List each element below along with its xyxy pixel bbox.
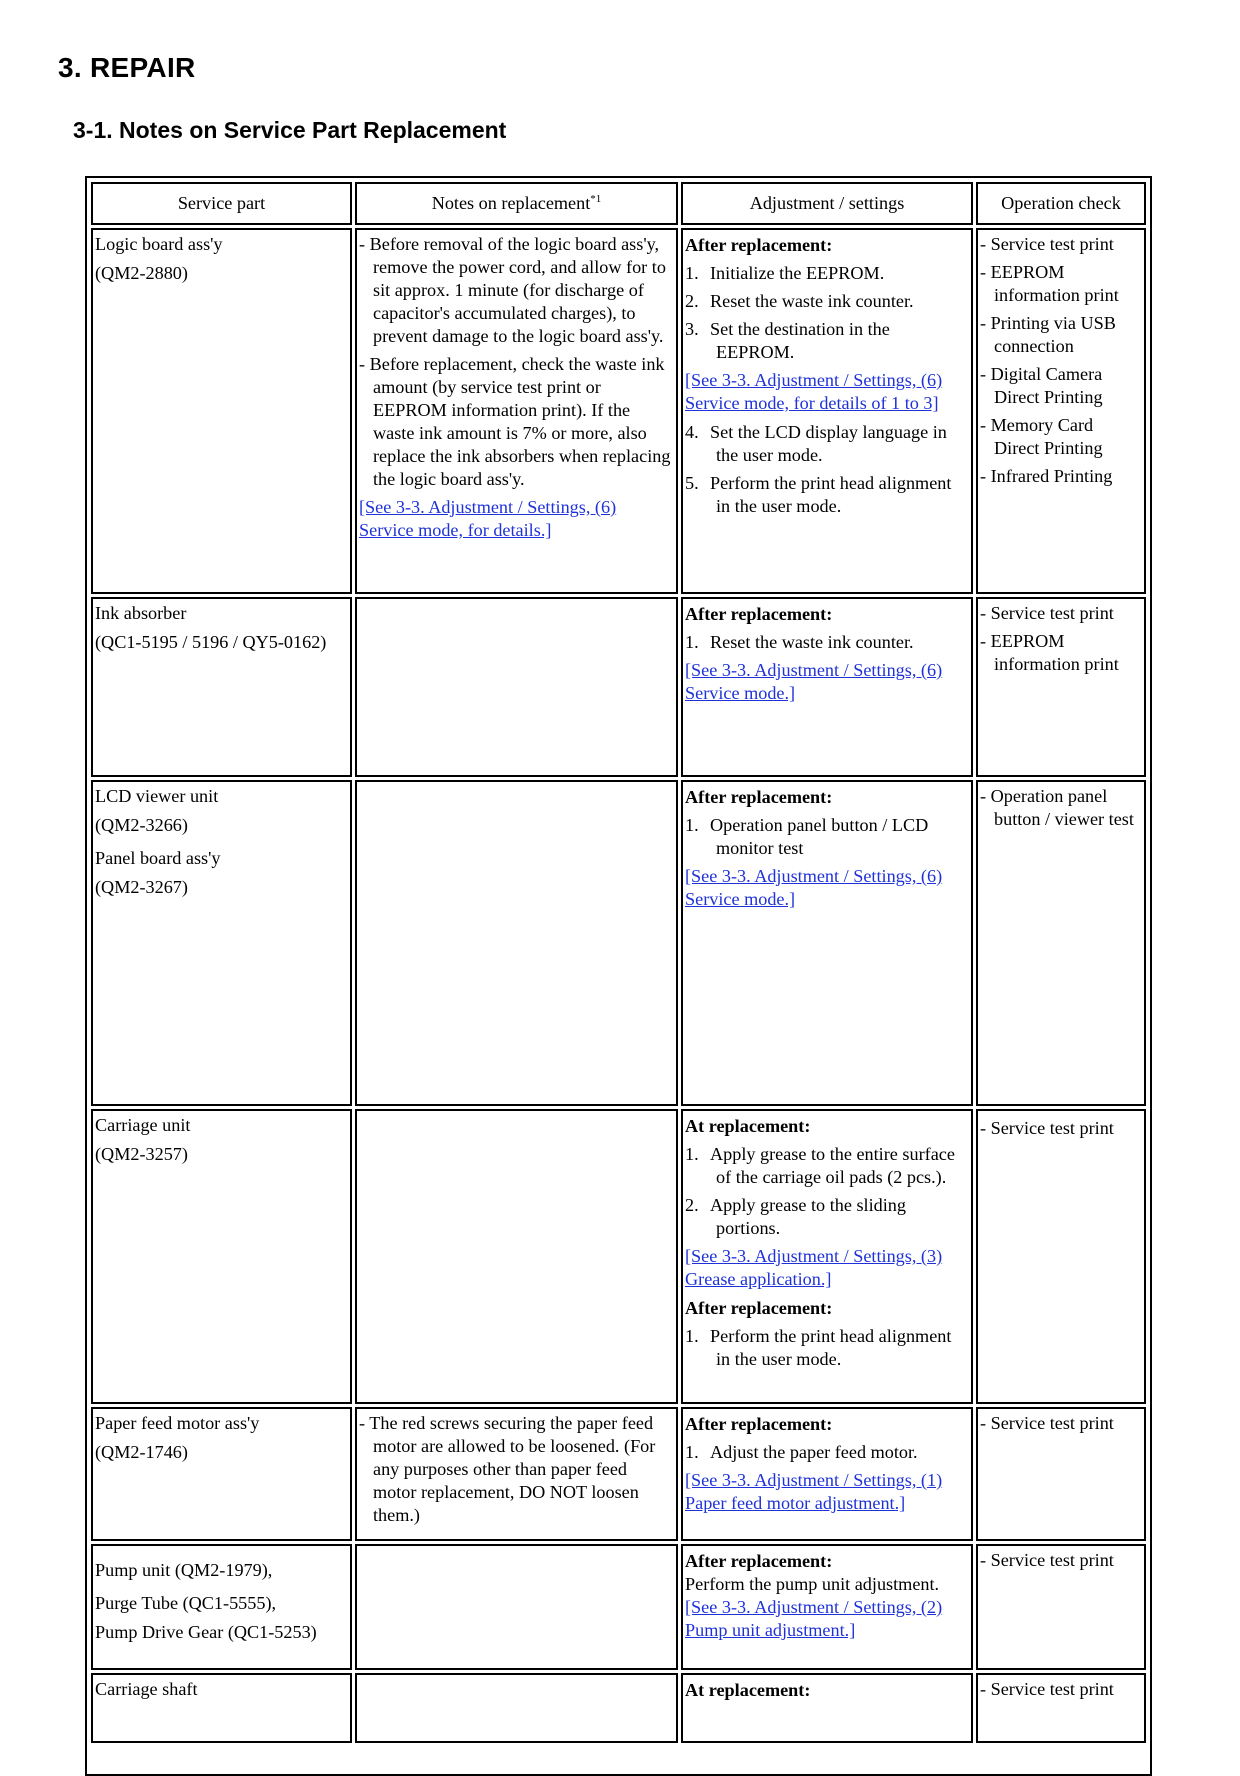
adjustment-step: 1. Adjust the paper feed motor. <box>685 1442 918 1462</box>
page-heading: 3. REPAIR <box>58 52 196 83</box>
notes-cell <box>355 1109 678 1404</box>
reference-link[interactable]: [See 3-3. Adjustment / Settings, (6) Service mode, for details.] <box>359 497 617 540</box>
part-name: Purge Tube (QC1-5555), <box>95 1593 277 1613</box>
service-parts-table <box>88 179 1149 1746</box>
check-item: - Service test print <box>980 1678 1141 1701</box>
service-part-cell <box>91 228 352 594</box>
operation-check-cell <box>976 780 1146 1106</box>
service-part-cell <box>91 1407 352 1541</box>
part-name: Logic board ass'y <box>95 234 223 254</box>
service-part-cell <box>91 1544 352 1670</box>
service-part-cell <box>91 597 352 777</box>
table-row <box>91 1109 1146 1404</box>
part-number: (QM2-1746) <box>95 1442 188 1462</box>
adjustment-step: 2. Reset the waste ink counter. <box>685 291 914 311</box>
operation-check-cell <box>976 1109 1146 1404</box>
adjustment-step: 5. Perform the print head alignment in the user mode. <box>685 473 952 516</box>
operation-check-cell <box>976 228 1146 594</box>
adjustment-step: 2. Apply grease to the sliding portions. <box>685 1195 906 1238</box>
adjustment-cell <box>681 1673 973 1743</box>
header-operation-check: Operation check <box>976 182 1146 225</box>
table-row <box>91 1673 1146 1743</box>
notes-cell <box>355 1407 678 1541</box>
adjustment-title: At replacement: <box>685 1680 811 1700</box>
adjustment-cell <box>681 1407 973 1541</box>
part-name: Paper feed motor ass'y <box>95 1413 260 1433</box>
table-header-row <box>91 182 1146 225</box>
reference-link[interactable]: [See 3-3. Adjustment / Settings, (1) Paper feed motor adjustment.] <box>685 1470 943 1513</box>
check-item: - Memory Card Direct Printing <box>980 414 1141 460</box>
table-row <box>91 228 1146 594</box>
adjustment-title: After replacement: <box>685 235 833 255</box>
notes-cell <box>355 780 678 1106</box>
notes-cell <box>355 228 678 594</box>
table-row <box>91 780 1146 1106</box>
operation-check-cell <box>976 1544 1146 1670</box>
part-name: Ink absorber <box>95 603 187 623</box>
footnote-marker: *1 <box>590 193 602 205</box>
operation-check-cell <box>976 597 1146 777</box>
reference-link[interactable]: [See 3-3. Adjustment / Settings, (6) Service mode.] <box>685 660 943 703</box>
part-number: (QC1-5195 / 5196 / QY5-0162) <box>95 632 327 652</box>
note-item: - Before replacement, check the waste ink amount (by service test print or EEPROM information print). If the waste ink amount is 7% or more, also replace the ink absorbers when replacing the logic board ass'y. <box>359 353 673 491</box>
part-name: Pump Drive Gear (QC1-5253) <box>95 1622 317 1642</box>
notes-cell <box>355 1673 678 1743</box>
adjustment-cell <box>681 1544 973 1670</box>
adjustment-step: 4. Set the LCD display language in the user mode. <box>685 422 947 465</box>
part-number: (QM2-2880) <box>95 263 188 283</box>
table-row <box>91 597 1146 777</box>
adjustment-step: 1. Operation panel button / LCD monitor test <box>685 815 929 858</box>
part-name: Carriage shaft <box>95 1679 198 1699</box>
check-item: - Service test print <box>980 1117 1141 1140</box>
adjustment-step: 1. Apply grease to the entire surface of the carriage oil pads (2 pcs.). <box>685 1144 955 1187</box>
service-part-cell <box>91 780 352 1106</box>
check-item: - Service test print <box>980 1412 1141 1435</box>
service-part-cell <box>91 1109 352 1404</box>
part-name: LCD viewer unit <box>95 786 219 806</box>
adjustment-step: 3. Set the destination in the EEPROM. <box>685 319 890 362</box>
adjustment-title: At replacement: <box>685 1116 811 1136</box>
table-row <box>91 1407 1146 1541</box>
adjustment-text: Perform the pump unit adjustment. <box>685 1574 940 1594</box>
check-item: - Service test print <box>980 233 1141 256</box>
table-row <box>91 1544 1146 1670</box>
check-item: - Operation panel button / viewer test <box>980 785 1141 831</box>
check-item: - EEPROM information print <box>980 261 1141 307</box>
parts-table-frame <box>85 176 1152 1776</box>
adjustment-title: After replacement: <box>685 1298 833 1318</box>
adjustment-cell <box>681 228 973 594</box>
reference-link[interactable]: [See 3-3. Adjustment / Settings, (2) Pump unit adjustment.] <box>685 1597 943 1640</box>
part-number: (QM2-3257) <box>95 1144 188 1164</box>
adjustment-title: After replacement: <box>685 787 833 807</box>
check-item: - Service test print <box>980 1549 1141 1572</box>
reference-link[interactable]: [See 3-3. Adjustment / Settings, (3) Grease application.] <box>685 1246 943 1289</box>
part-name: Carriage unit <box>95 1115 191 1135</box>
reference-link[interactable]: [See 3-3. Adjustment / Settings, (6) Service mode, for details of 1 to 3] <box>685 370 943 413</box>
adjustment-title: After replacement: <box>685 604 833 624</box>
header-service-part: Service part <box>91 182 352 225</box>
adjustment-cell <box>681 597 973 777</box>
part-number: (QM2-3266) <box>95 815 188 835</box>
part-number: (QM2-3267) <box>95 877 188 897</box>
check-item: - Digital Camera Direct Printing <box>980 363 1141 409</box>
operation-check-cell <box>976 1673 1146 1743</box>
notes-cell <box>355 597 678 777</box>
header-adjustment: Adjustment / settings <box>681 182 973 225</box>
check-item: - Printing via USB connection <box>980 312 1141 358</box>
section-heading: 3-1. Notes on Service Part Replacement <box>73 117 507 143</box>
check-item: - Service test print <box>980 602 1141 625</box>
adjustment-step: 1. Perform the print head alignment in the user mode. <box>685 1326 952 1369</box>
notes-cell <box>355 1544 678 1670</box>
adjustment-cell <box>681 1109 973 1404</box>
adjustment-title: After replacement: <box>685 1414 833 1434</box>
header-notes: Notes on replacement$^{*1}$ <box>355 182 678 225</box>
note-item: - Before removal of the logic board ass'y, remove the power cord, and allow for to sit approx. 1 minute (for discharge of capacitor's accumulated charges), to prevent damage to the logic board ass'y. <box>359 233 673 348</box>
check-item: - EEPROM information print <box>980 630 1141 676</box>
part-name: Pump unit (QM2-1979), <box>95 1560 273 1580</box>
part-name: Panel board ass'y <box>95 848 221 868</box>
operation-check-cell <box>976 1407 1146 1541</box>
check-item: - Infrared Printing <box>980 465 1141 488</box>
service-part-cell <box>91 1673 352 1743</box>
note-item: - The red screws securing the paper feed motor are allowed to be loosened. (For any purposes other than paper feed motor replacement, DO NOT loosen them.) <box>359 1412 673 1527</box>
adjustment-title: After replacement: <box>685 1551 833 1571</box>
reference-link[interactable]: [See 3-3. Adjustment / Settings, (6) Service mode.] <box>685 866 943 909</box>
adjustment-cell <box>681 780 973 1106</box>
adjustment-step: 1. Initialize the EEPROM. <box>685 263 885 283</box>
adjustment-step: 1. Reset the waste ink counter. <box>685 632 914 652</box>
